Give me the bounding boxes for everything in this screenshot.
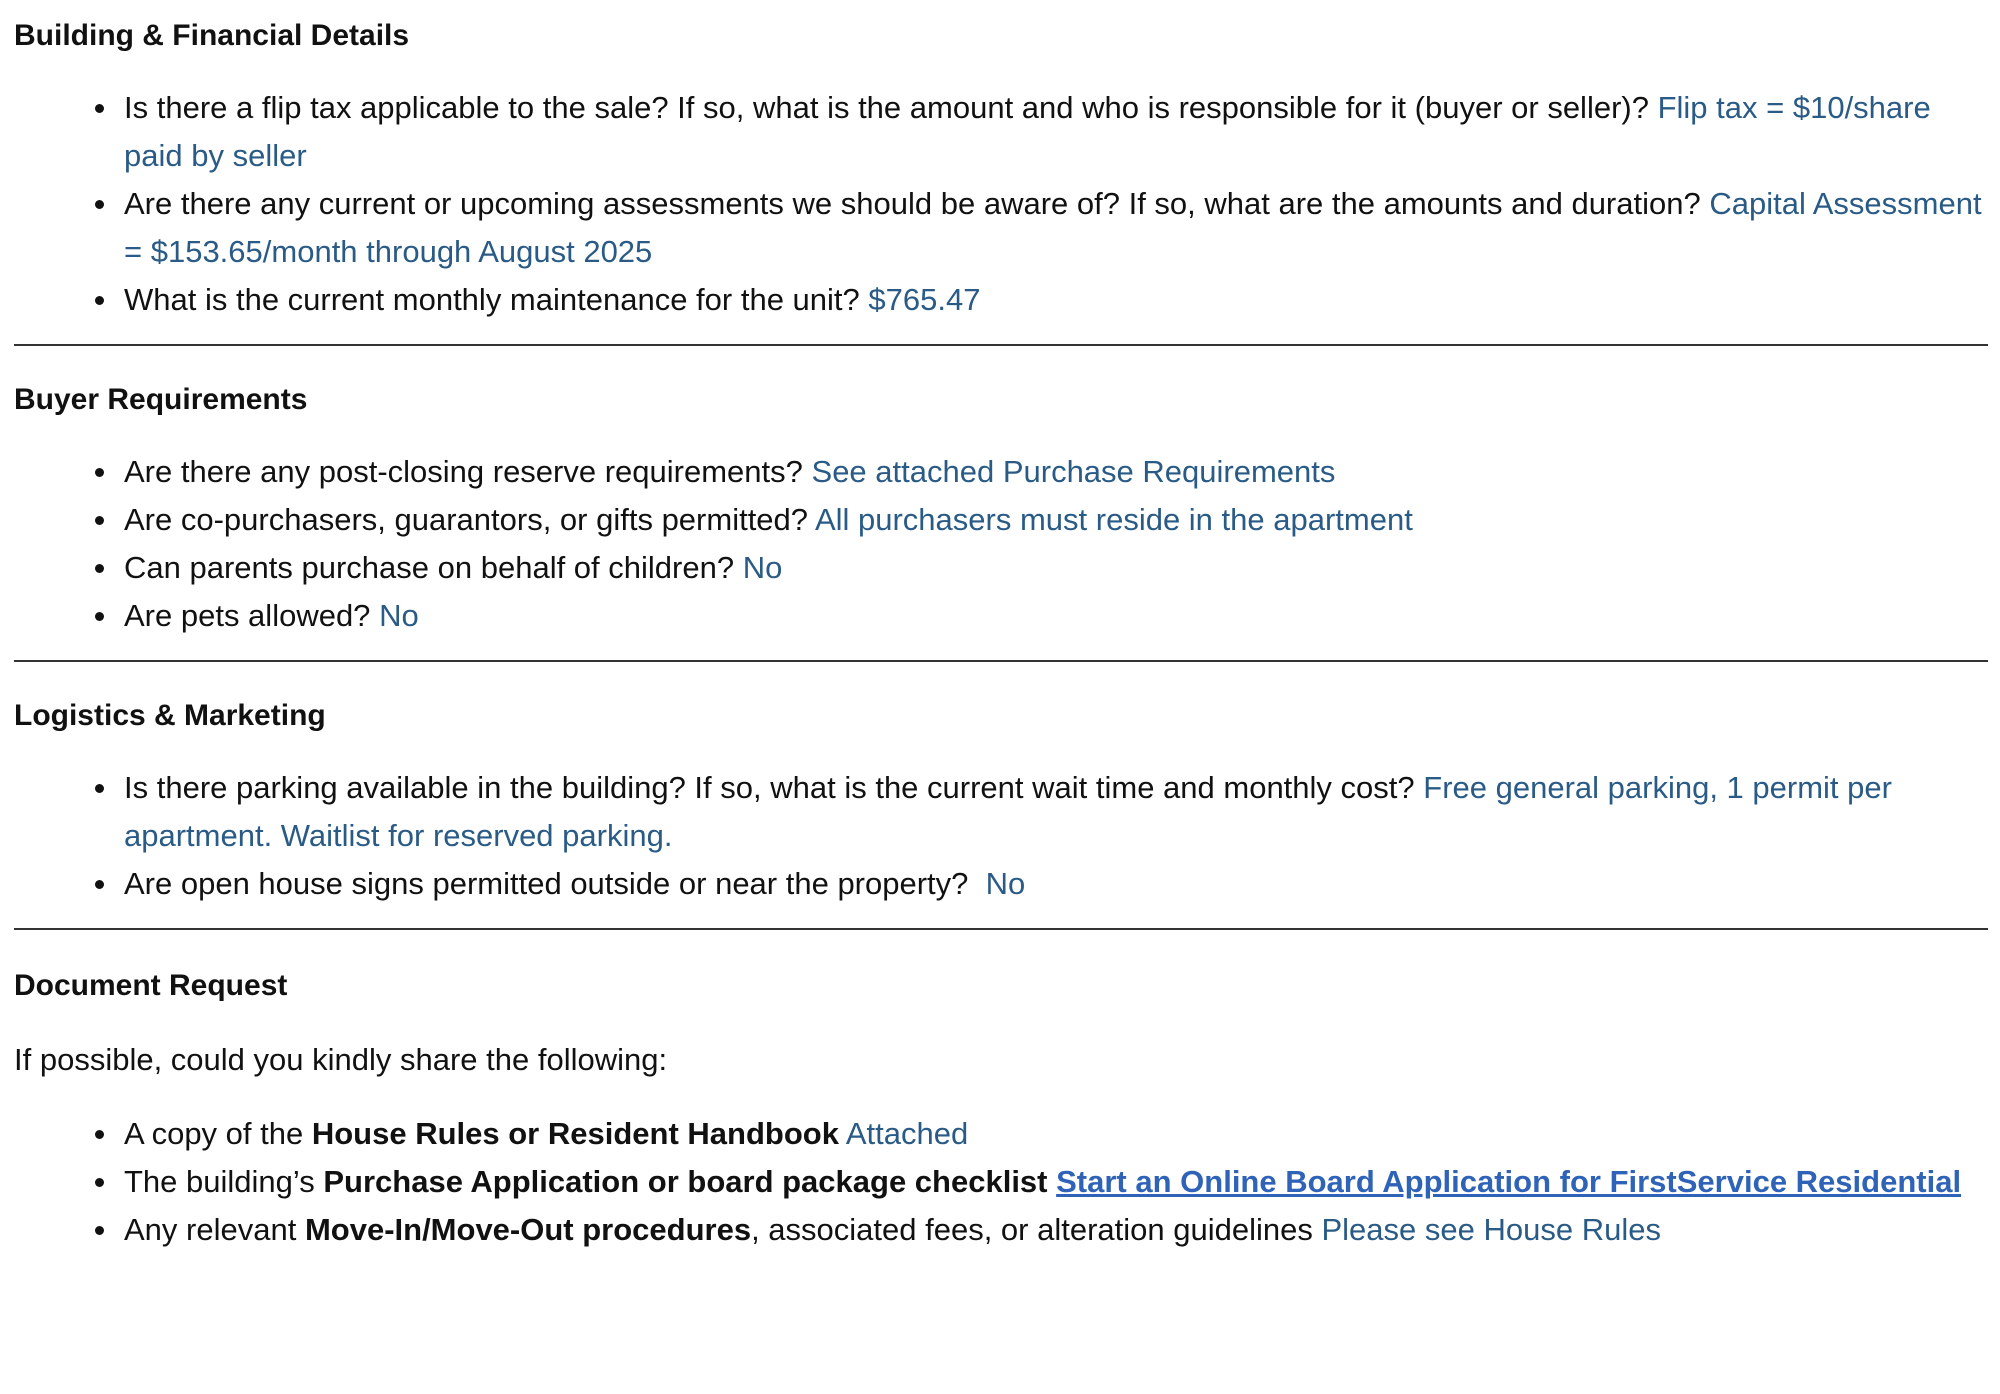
section-divider <box>14 928 1988 930</box>
section-heading-building-financial: Building & Financial Details <box>14 19 410 52</box>
logistics-marketing-list <box>14 764 1986 908</box>
answer-text: Attached <box>845 1116 969 1151</box>
item-bold-text: House Rules or Resident Handbook <box>311 1116 839 1151</box>
list-item <box>124 448 1986 496</box>
question-text: Are there any post-closing reserve requirements? <box>124 454 803 489</box>
answer-text: See attached Purchase Requirements <box>811 454 1336 489</box>
answer-text: No <box>379 598 419 633</box>
question-text: Is there parking available in the building? If so, what is the current wait time and monthly cost? <box>124 770 1415 805</box>
section-heading-logistics-marketing: Logistics & Marketing <box>14 699 326 732</box>
question-text: Are co-purchasers, guarantors, or gifts permitted? <box>124 502 809 537</box>
document-page <box>0 18 2000 1394</box>
question-text: Are open house signs permitted outside or near the property? <box>124 866 969 901</box>
answer-text: All purchasers must reside in the apartment <box>814 502 1413 537</box>
list-item <box>124 592 1986 640</box>
document-request-list <box>14 1110 1986 1254</box>
item-bold-text: Move-In/Move-Out procedures <box>304 1212 752 1247</box>
list-item <box>124 860 1986 908</box>
list-item <box>124 1158 1986 1206</box>
list-item <box>124 496 1986 544</box>
building-financial-list <box>14 84 1986 324</box>
question-text: Are there any current or upcoming assessments we should be aware of? If so, what are the amounts and duration? <box>124 186 1701 221</box>
answer-text: No <box>742 550 783 585</box>
item-prefix: The building’s <box>124 1164 315 1199</box>
question-text: Is there a flip tax applicable to the sale? If so, what is the amount and who is responsible for it (buyer or seller)? <box>124 90 1649 125</box>
list-item <box>124 276 1986 324</box>
answer-text: No <box>985 866 1026 901</box>
list-item <box>124 1110 1986 1158</box>
item-bold-text: Purchase Application or board package checklist <box>323 1164 1048 1199</box>
list-item <box>124 544 1986 592</box>
list-item <box>124 180 1986 276</box>
online-board-application-link[interactable]: Start an Online Board Application for FirstService Residential <box>1056 1164 1962 1199</box>
item-prefix: A copy of the <box>124 1116 304 1151</box>
question-text: What is the current monthly maintenance for the unit? <box>124 282 860 317</box>
document-request-intro: If possible, could you kindly share the following: <box>14 1042 668 1077</box>
answer-text: Capital Assessment = $153.65/month through August 2025 <box>124 186 1982 269</box>
list-item <box>124 84 1986 180</box>
item-prefix: Any relevant <box>124 1212 297 1247</box>
answer-text: Please see House Rules <box>1321 1212 1661 1247</box>
item-suffix: , associated fees, or alteration guidelines <box>751 1212 1313 1247</box>
list-item <box>124 764 1986 860</box>
buyer-requirements-list <box>14 448 1986 640</box>
section-divider <box>14 660 1988 662</box>
section-heading-buyer-requirements: Buyer Requirements <box>14 383 308 416</box>
section-heading-document-request: Document Request <box>14 969 288 1002</box>
section-divider <box>14 344 1988 346</box>
list-item <box>124 1206 1986 1254</box>
answer-text: Flip tax = $10/share paid by seller <box>124 90 1931 173</box>
question-text: Can parents purchase on behalf of children? <box>124 550 735 585</box>
answer-text: $765.47 <box>868 282 981 317</box>
answer-text: Free general parking, 1 permit per apartment. Waitlist for reserved parking. <box>124 770 1892 853</box>
question-text: Are pets allowed? <box>124 598 371 633</box>
